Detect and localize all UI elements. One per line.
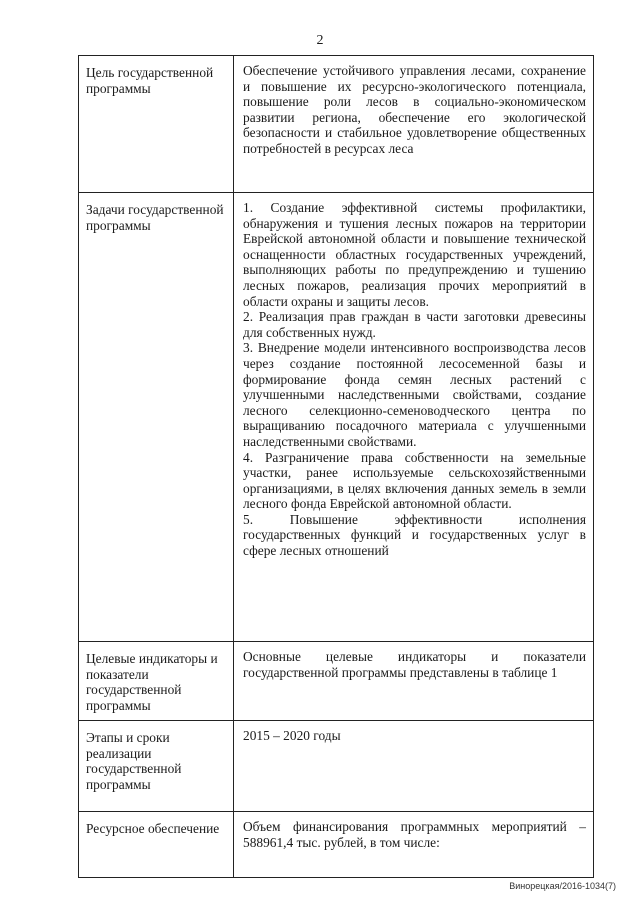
row-label-indicators: Целевые индикаторы и показатели государственной программы: [79, 642, 234, 721]
program-passport-table: [78, 55, 594, 878]
table-row-tasks: [79, 193, 594, 642]
table-row-indicators: [79, 642, 594, 721]
row-label-goal: Цель государственной программы: [79, 56, 234, 193]
task-item-5: 5. Повышение эффективности исполнения государственных функций и государственных услуг в сфере лесных отношений: [243, 511, 586, 559]
row-content-goal: [234, 56, 594, 193]
task-item-4: 4. Разграничение права собственности на земельные участки, ранее используемые сельскохозяйственными организациями, в целях включения данных земель в земли лесного фонда Еврейской автономной области.: [243, 449, 586, 512]
row-content-resources: [234, 812, 594, 878]
task-item-3: 3. Внедрение модели интенсивного воспроизводства лесов через создание постоянной лесосеменной базы и формирование фонда семян лесных растений с улучшенными наследственными свойствами, создание лесного селекционно-семеноводческого центра по выращиванию посадочного материала с улучшенными наследственными свойствами.: [243, 340, 586, 449]
resources-text: Объем финансирования программных мероприятий – 588961,4 тыс. рублей, в том числе:: [243, 819, 586, 850]
table-row-resources: [79, 812, 594, 878]
row-label-tasks: Задачи государственной программы: [79, 193, 234, 642]
document-footer-code: Винорецкая/2016-1034(7): [509, 881, 616, 891]
page-number: 2: [316, 33, 324, 48]
goal-text: Обеспечение устойчивого управления лесами, сохранение и повышение их ресурсно-экологического потенциала, повышение роли лесов в социально-экономическом развитии региона, обеспечение его экологической безопасности и стабильное удовлетворение общественных потребностей в ресурсах леса: [243, 63, 586, 156]
stages-text: 2015 – 2020 годы: [243, 728, 341, 743]
table-row-goal: [79, 56, 594, 193]
row-label-resources: Ресурсное обеспечение: [79, 812, 234, 878]
row-label-stages: Этапы и сроки реализации государственной программы: [79, 721, 234, 812]
row-content-tasks: [234, 193, 594, 642]
indicators-text: Основные целевые индикаторы и показатели государственной программы представлены в таблице 1: [243, 649, 586, 680]
table-row-stages: [79, 721, 594, 812]
row-content-stages: [234, 721, 594, 812]
row-content-indicators: [234, 642, 594, 721]
task-item-2: 2. Реализация прав граждан в части заготовки древесины для собственных нужд.: [243, 309, 586, 340]
task-item-1: 1. Создание эффективной системы профилактики, обнаружения и тушения лесных пожаров на территории Еврейской автономной области и повышение технической оснащенности областных государственных учреждений, выполняющих работы по предупреждению и тушению лесных пожаров, реализация прочих мероприятий в области охраны и защиты лесов.: [243, 200, 586, 309]
